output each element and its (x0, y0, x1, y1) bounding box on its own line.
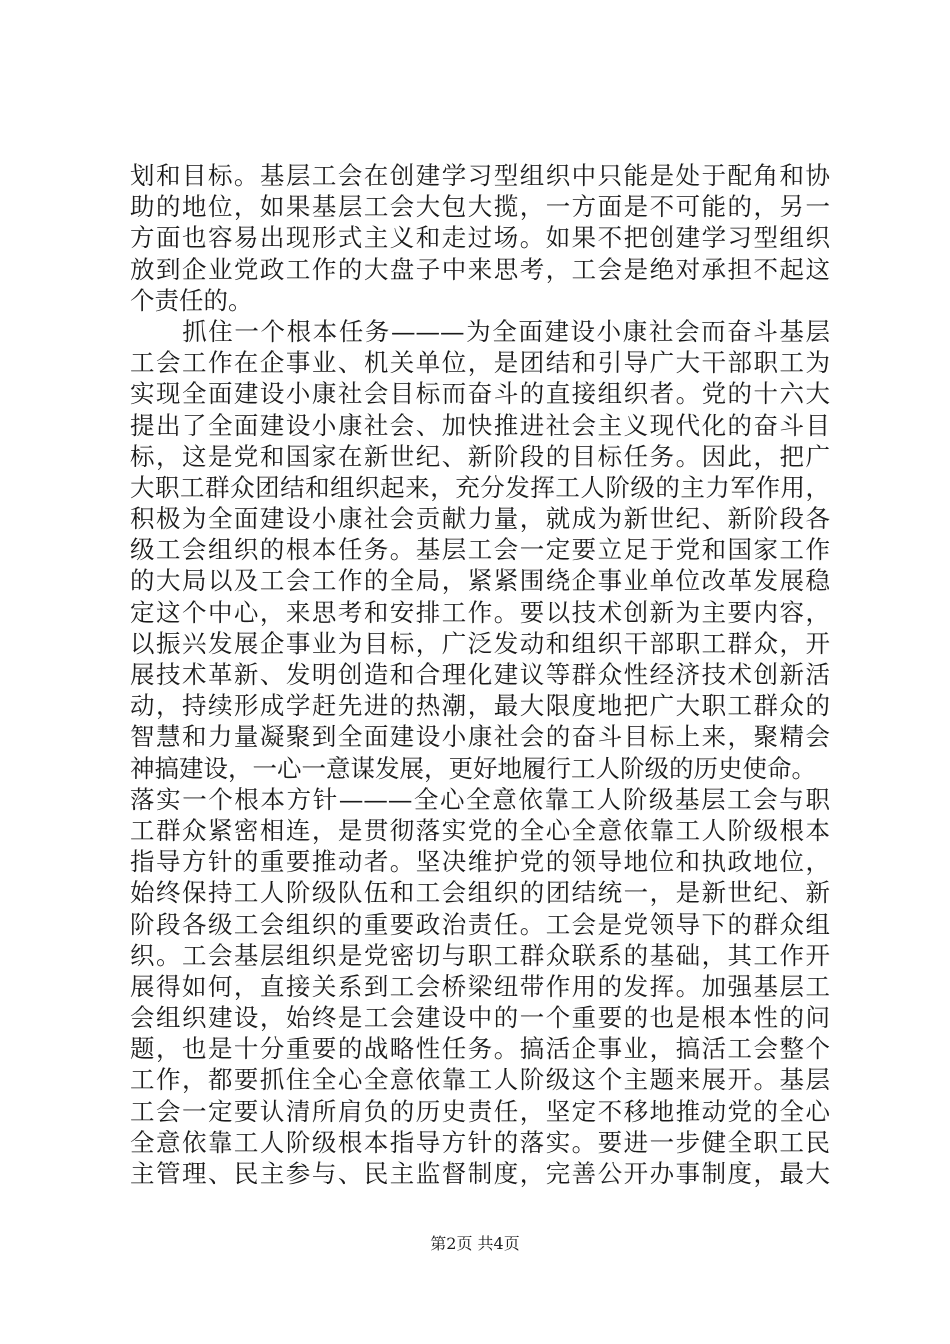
text-line: 个责任的。 (130, 285, 253, 315)
text-line: 积极为全面建设小康社会贡献力量，就成为新世纪、新阶段各 (130, 504, 830, 534)
text-line: 智慧和力量凝聚到全面建设小康社会的奋斗目标上来，聚精会 (130, 722, 830, 752)
text-line: 工作，都要抓住全心全意依靠工人阶级这个主题来展开。基层 (130, 1065, 830, 1095)
text-line: 提出了全面建设小康社会、加快推进社会主义现代化的奋斗目 (130, 410, 830, 440)
text-line: 助的地位，如果基层工会大包大揽，一方面是不可能的，另一 (130, 192, 830, 222)
text-line: 放到企业党政工作的大盘子中来思考，工会是绝对承担不起这 (130, 254, 830, 284)
text-line: 划和目标。基层工会在创建学习型组织中只能是处于配角和协 (130, 161, 830, 190)
text-line: 落实一个根本方针———全心全意依靠工人阶级基层工会与职 (130, 784, 830, 814)
text-line: 题，也是十分重要的战略性任务。搞活企事业，搞活工会整个 (130, 1034, 830, 1064)
text-line: 展得如何，直接关系到工会桥梁纽带作用的发挥。加强基层工 (130, 971, 830, 1001)
text-line: 动，持续形成学赶先进的热潮，最大限度地把广大职工群众的 (130, 691, 830, 721)
text-line: 以振兴发展企事业为目标，广泛发动和组织干部职工群众，开 (130, 628, 830, 658)
text-line: 会组织建设，始终是工会建设中的一个重要的也是根本性的问 (130, 1003, 830, 1033)
text-line: 大职工群众团结和组织起来，充分发挥工人阶级的主力军作用， (130, 472, 830, 502)
text-line: 主管理、民主参与、民主监督制度，完善公开办事制度，最大 (130, 1159, 830, 1188)
text-line: 实现全面建设小康社会目标而奋斗的直接组织者。党的十六大 (130, 379, 830, 409)
text-line: 展技术革新、发明创造和合理化建议等群众性经济技术创新活 (130, 660, 830, 689)
text-line: 全意依靠工人阶级根本指导方针的落实。要进一步健全职工民 (130, 1127, 830, 1157)
text-line: 阶段各级工会组织的重要政治责任。工会是党领导下的群众组 (130, 909, 830, 939)
text-line: 织。工会基层组织是党密切与职工群众联系的基础，其工作开 (130, 940, 830, 970)
text-line: 指导方针的重要推动者。坚决维护党的领导地位和执政地位， (130, 847, 830, 877)
text-line: 的大局以及工会工作的全局，紧紧围绕企事业单位改革发展稳 (130, 566, 830, 596)
text-line: 级工会组织的根本任务。基层工会一定要立足于党和国家工作 (130, 535, 830, 565)
body-text (130, 160, 830, 1189)
text-line: 抓住一个根本任务———为全面建设小康社会而奋斗基层 (130, 316, 830, 346)
text-line: 始终保持工人阶级队伍和工会组织的团结统一，是新世纪、新 (130, 878, 830, 908)
text-line: 方面也容易出现形式主义和走过场。如果不把创建学习型组织 (130, 223, 830, 253)
text-line: 定这个中心，来思考和安排工作。要以技术创新为主要内容， (130, 597, 830, 627)
text-line: 工会一定要认清所肩负的历史责任，坚定不移地推动党的全心 (130, 1096, 830, 1126)
text-line: 工会工作在企事业、机关单位，是团结和引导广大干部职工为 (130, 348, 830, 378)
text-line: 标，这是党和国家在新世纪、新阶段的目标任务。因此，把广 (130, 441, 830, 471)
text-line: 神搞建设，一心一意谋发展，更好地履行工人阶级的历史使命。 (130, 753, 816, 783)
page-footer: 第2页 共4页 (430, 1234, 520, 1253)
text-line: 工群众紧密相连，是贯彻落实党的全心全意依靠工人阶级根本 (130, 815, 830, 845)
